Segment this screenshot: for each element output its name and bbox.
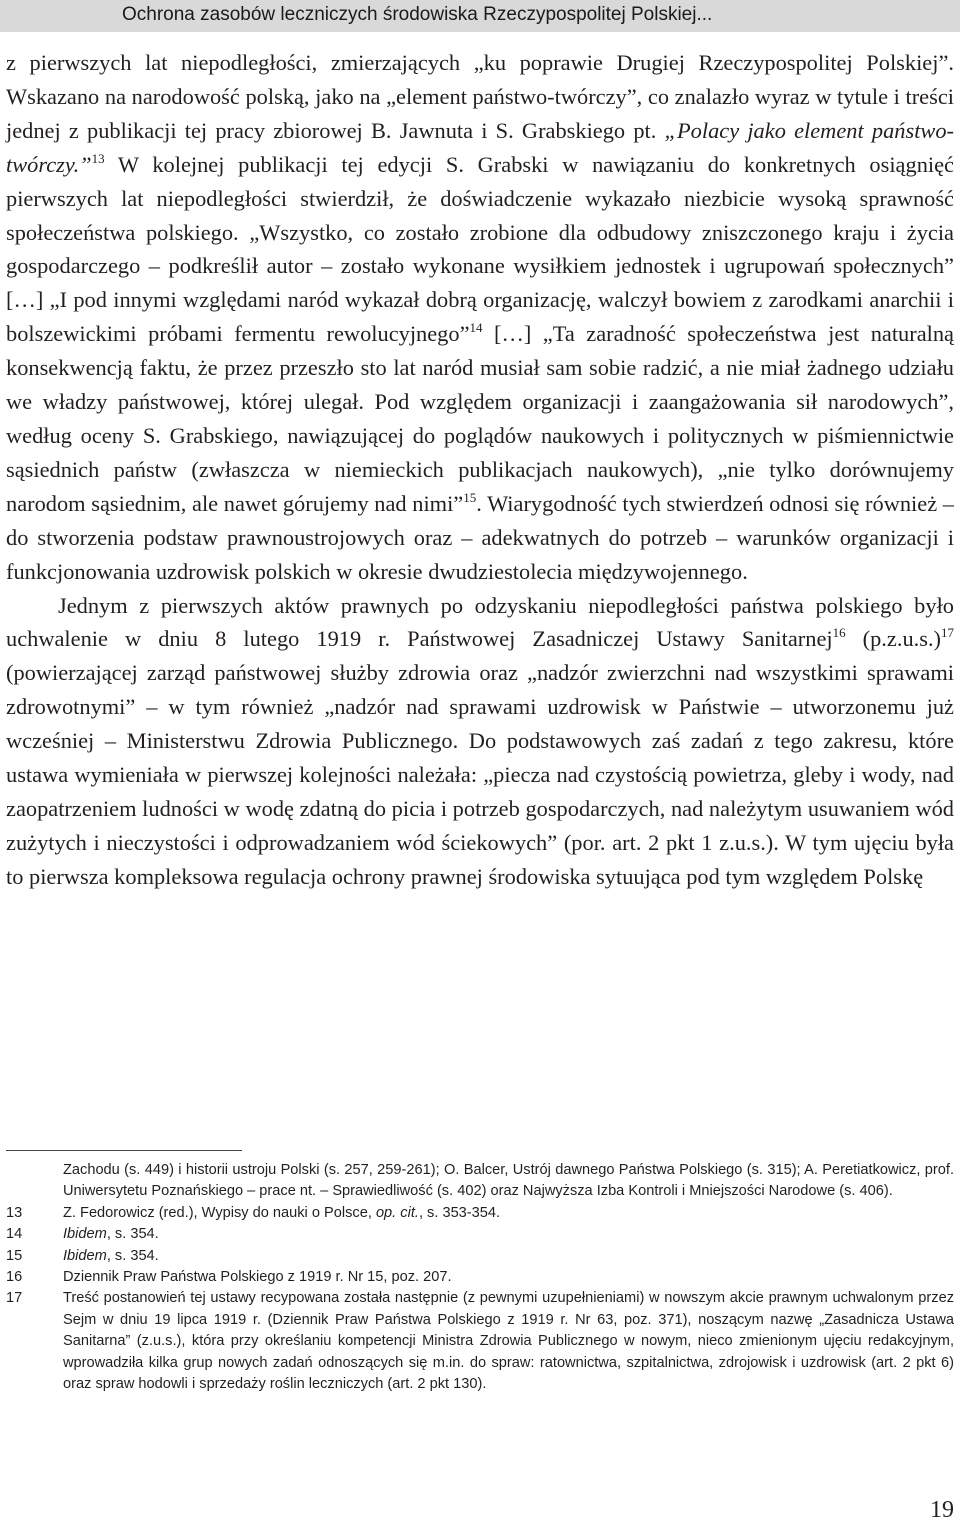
running-title: Ochrona zasobów leczniczych środowiska Rzeczypospolitej Polskiej... [122, 4, 713, 25]
footnote-text: Treść postanowień tej ustawy recypowana została następnie (z pewnymi uzupełnieniami) w nowszym akcie prawnym uchwalonym przez Sejm w dniu 19 lipca 1919 r. (Dziennik Praw Państwa Polskiego z 1919 r. Nr 63, poz. 371), noszącym nazwę „Zasadnicza Ustawa Sanitarna” (z.u.s.), która przy określaniu kompetencji Ministra Zdrowia Publicznego w nowym, nieco zmienionym ujęciu redakcyjnym, wprowadziła kilka grup nowych zadań odnoszących się m.in. do spraw: ratownictwa, szpitalnictwa, zdrojowisk i uzdrowisk (art. 2 pkt 6) oraz spraw hodowli i sprzedaży roślin leczniczych (art. 2 pkt 130). [63, 1290, 954, 1393]
footnote-number: 14 [6, 1226, 23, 1243]
publication-title: „Polacy jako element państwo-twórczy.” [6, 117, 954, 177]
paragraph-2 [6, 589, 954, 894]
footnote-ref-16[interactable]: 16 [832, 625, 846, 641]
footnote-italic: Ibidem [63, 1247, 107, 1264]
footnote-17 [6, 1288, 954, 1395]
footnote-ref-13[interactable]: 13 [91, 150, 105, 166]
footnotes [6, 1160, 954, 1395]
footnote-14 [6, 1224, 954, 1245]
footnote-text-end: , s. 353-354. [418, 1204, 501, 1221]
paragraph-1-text-1: z pierwszych lat niepodległości, zmierzających „ku poprawie Drugiej Rzeczypospolitej Polskiej”. Wskazano na narodowość polską, jako na „element państwo-twórczy”, co znalazło wyraz w tytule i treści jednej z publikacji tej pracy zbiorowej B. Jawnuta i S. Grabskiego pt. [6, 50, 954, 143]
paragraph-2-text-1: Jednym z pierwszych aktów prawnych po odzyskaniu niepodległości państwa polskiego było uchwalenie w dniu 8 lutego 1919 r. Państwowej Zasadniczej Ustawy Sanitarnej [6, 592, 954, 652]
footnote-continuation-text: Zachodu (s. 449) i historii ustroju Polski (s. 257, 259-261); O. Balcer, Ustrój dawnego Państwa Polskiego (s. 315); A. Peretiatkowicz, prof. Uniwersytetu Poznańskiego – prace nt. – Sprawiedliwość (s. 402) oraz Najwyższa Izba Kontroli i Mniejszości Narodowe (s. 406). [63, 1162, 954, 1200]
footnote-number: 13 [6, 1204, 23, 1221]
paragraph-1-text-4: . Wiarygodność tych stwierdzeń odnosi się również – do stworzenia podstaw prawnoustrojowych oraz – adekwatnych do potrzeb – warunków organizacji i funkcjonowania uzdrowisk polskich w okresie dwudziestolecia międzywojennego. [6, 490, 954, 584]
footnote-italic: op. cit. [375, 1204, 419, 1221]
footnote-text-end: , s. 354. [106, 1226, 159, 1243]
paragraph-1 [6, 46, 954, 589]
footnote-ref-15[interactable]: 15 [463, 489, 477, 505]
footnote-number: 16 [6, 1269, 23, 1286]
footnote-number: 17 [6, 1290, 23, 1307]
footnote-16 [6, 1267, 954, 1288]
footnote-number: 15 [6, 1247, 23, 1264]
footnote-text: Dziennik Praw Państwa Polskiego z 1919 r. Nr 15, poz. 207. [63, 1269, 452, 1286]
main-text [6, 46, 954, 894]
paragraph-1-text-2: W kolejnej publikacji tej edycji S. Grabski w nawiązaniu do konkretnych osiągnięć pierwszych lat niepodległości stwierdził, że doświadczenie wykazało niezbicie wysoką sprawność społeczeństwa polskiego. „Wszystko, co zostało zrobione dla odbudowy zniszczonego kraju i życia gospodarczego – podkreślił autor – zostało wykonane wysiłkiem jednostek i ugrupowań społecznych” […] „I pod innymi względami naród wykazał dobrą organizację, walczył bowiem z zarodkami anarchii i bolszewickimi próbami fermentu rewolucyjnego” [6, 151, 954, 347]
footnote-ref-17[interactable]: 17 [941, 625, 954, 641]
footnote-15 [6, 1246, 954, 1267]
paragraph-2-text-2: (p.z.u.s.) [845, 626, 941, 652]
footnote-italic: Ibidem [63, 1226, 107, 1243]
footnote-text-end: , s. 354. [106, 1247, 159, 1264]
footnote-continuation [6, 1160, 954, 1203]
footnote-text: Z. Fedorowicz (red.), Wypisy do nauki o Polsce, [63, 1204, 376, 1221]
page-number: 19 [930, 1497, 954, 1523]
footnote-divider [6, 1150, 242, 1151]
footnote-ref-14[interactable]: 14 [469, 320, 483, 336]
footnote-13 [6, 1203, 954, 1224]
paragraph-2-text-3: (powierzającej zarząd państwowej służby zdrowia oraz „nadzór zwierzchni nad wszystkimi sprawami zdrowotnymi” – w tym również „nadzór nad sprawami uzdrowisk w Państwie – utworzonemu już wcześniej – Ministerstwu Zdrowia Publicznego. Do podstawowych zaś zadań z tego zakresu, które ustawa wymieniała w pierwszej kolejności należała: „piecza nad czystością powietrza, gleby i wody, nad zaopatrzeniem ludności w wodę zdatną do picia i potrzeb gospodarczych, nad należytym usuwaniem wód zużytych i nieczystości i odprowadzaniem wód ściekowych” (por. art. 2 pkt 1 z.u.s.). W tym ujęciu była to pierwsza kompleksowa regulacja ochrony prawnej środowiska sytuująca pod tym względem Polskę [6, 660, 954, 889]
paragraph-1-text-3: […] „Ta zaradność społeczeństwa jest naturalną konsekwencją faktu, że przez przeszło sto lat naród musiał sam sobie radzić, a nie miał żadnego udziału we władzy państwowej, której ulegał. Pod względem organizacji i zaangażowania sił narodowych”, według oceny S. Grabskiego, nawiązującej do poglądów naukowych i politycznych w piśmiennictwie sąsiednich państw (zwłaszcza w niemieckich publikacjach naukowych), „nie tylko dorównujemy narodom sąsiednim, ale nawet górujemy nad nimi” [6, 321, 954, 516]
running-header [0, 0, 960, 32]
